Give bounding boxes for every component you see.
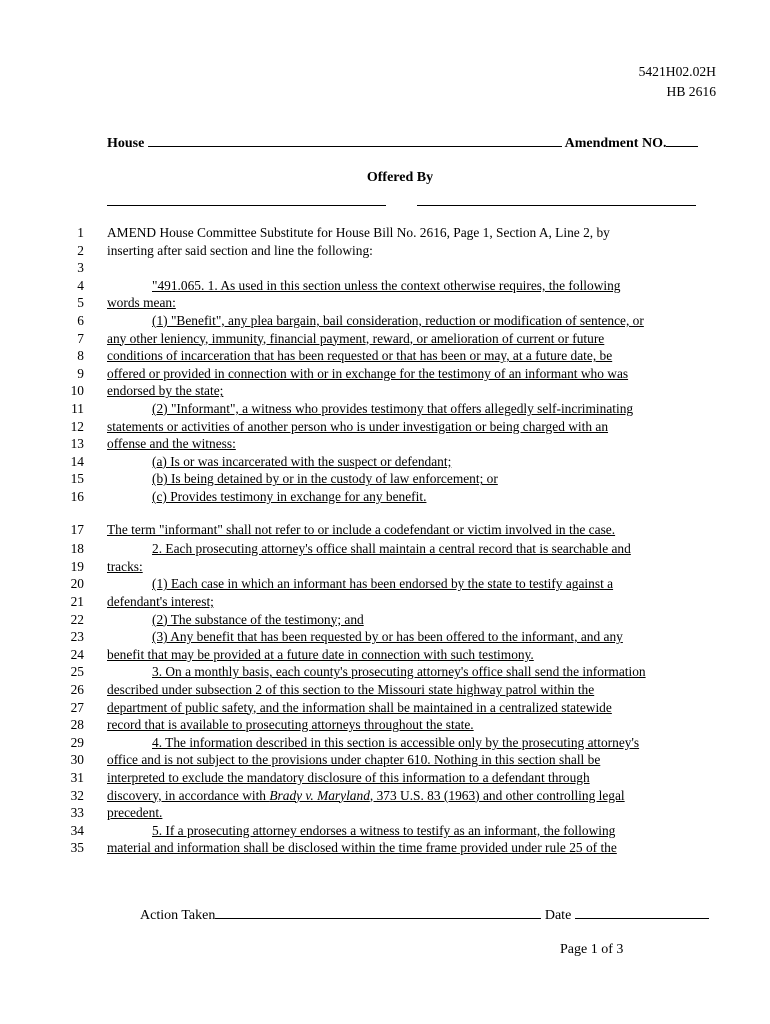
text-line <box>0 312 770 330</box>
line-number: 13 <box>70 436 84 452</box>
text-line <box>0 769 770 787</box>
amendment-number-label: Amendment NO. <box>564 136 667 151</box>
line-text: The term "informant" shall not refer to or include a codefendant or victim involved in the case. <box>107 521 616 537</box>
text-line <box>0 646 770 664</box>
amendment-number-blank <box>666 134 698 147</box>
line-text: tracks: <box>107 558 143 574</box>
date-label: Date <box>544 908 572 923</box>
line-text <box>107 787 625 805</box>
line-number: 11 <box>71 401 84 416</box>
line-text: 4. The information described in this section is accessible only by the prosecuting attorney's <box>152 734 640 750</box>
line-text: endorsed by the state; <box>107 383 224 399</box>
line-text: (2) "Informant", a witness who provides testimony that offers allegedly self-incriminating <box>152 401 634 416</box>
offered-by-signature-line-right <box>417 205 696 206</box>
line-number: 3 <box>77 260 84 276</box>
text-line <box>0 347 770 365</box>
text-line <box>0 575 770 593</box>
line-text-part: discovery, in accordance with <box>107 787 270 803</box>
line-number: 34 <box>70 822 84 838</box>
line-number: 30 <box>70 752 84 768</box>
line-number: 9 <box>77 365 84 381</box>
line-number: 21 <box>70 594 84 609</box>
text-line <box>0 751 770 769</box>
line-number: 15 <box>70 471 84 487</box>
line-text: department of public safety, and the information shall be maintained in a centralized statewide <box>107 699 612 715</box>
line-text-part: , 373 U.S. 83 (1963) and other controlling legal <box>369 787 625 803</box>
line-number: 16 <box>70 489 84 504</box>
house-label: House <box>107 136 145 151</box>
line-number: 4 <box>77 277 84 293</box>
line-number: 26 <box>70 682 84 697</box>
line-text: AMEND House Committee Substitute for House Bill No. 2616, Page 1, Section A, Line 2, by <box>107 225 610 240</box>
action-taken-label: Action Taken <box>140 908 216 923</box>
text-line <box>0 488 770 506</box>
line-text: (2) The substance of the testimony; and <box>152 611 364 627</box>
text-line <box>0 400 770 418</box>
date-blank <box>575 906 709 919</box>
line-text: inserting after said section and line the following: <box>107 242 373 258</box>
offered-by-signature-line-left <box>107 205 386 206</box>
line-text: record that is available to prosecuting attorneys throughout the state. <box>107 717 474 733</box>
amendment-title-row <box>107 134 698 152</box>
line-number: 31 <box>70 770 84 785</box>
text-line <box>0 453 770 471</box>
text-line <box>0 804 770 822</box>
line-text: conditions of incarceration that has been requested or that has been or may, at a future date, be <box>107 348 613 364</box>
line-text: any other leniency, immunity, financial payment, reward, or amelioration of current or future <box>107 330 605 346</box>
text-line <box>0 699 770 717</box>
text-line <box>0 330 770 348</box>
line-text: interpreted to exclude the mandatory disclosure of this information to a defendant through <box>107 770 590 785</box>
line-text: statements or activities of another person who is under investigation or being charged with an <box>107 418 609 434</box>
line-number: 19 <box>70 558 84 574</box>
action-taken-row <box>140 906 709 924</box>
line-text: benefit that may be provided at a future date in connection with such testimony. <box>107 646 534 662</box>
line-text: office and is not subject to the provisions under chapter 610. Nothing in this section shall be <box>107 752 601 768</box>
text-line <box>0 521 770 539</box>
text-line <box>0 294 770 312</box>
text-line <box>0 787 770 805</box>
text-line <box>0 470 770 488</box>
text-line <box>0 540 770 558</box>
line-number: 28 <box>70 717 84 733</box>
text-line <box>0 365 770 383</box>
line-text: offered or provided in connection with or in exchange for the testimony of an informant who was <box>107 365 629 381</box>
line-text: (a) Is or was incarcerated with the suspect or defendant; <box>152 453 452 469</box>
text-line <box>0 382 770 400</box>
line-number: 18 <box>70 541 84 557</box>
line-text: material and information shall be disclosed within the time frame provided under rule 25 of the <box>107 840 617 856</box>
line-number: 7 <box>77 330 84 346</box>
line-number: 29 <box>70 734 84 750</box>
text-line <box>0 611 770 629</box>
line-text: (3) Any benefit that has been requested by or has been offered to the informant, and any <box>152 629 623 645</box>
text-line <box>0 734 770 752</box>
case-citation: Brady v. Maryland <box>269 787 370 803</box>
offered-by-label: Offered By <box>366 170 434 185</box>
line-number: 6 <box>77 313 84 328</box>
line-text: defendant's interest; <box>107 594 214 609</box>
house-blank-line <box>148 134 562 147</box>
line-text: precedent. <box>107 805 163 821</box>
line-text: 3. On a monthly basis, each county's prosecuting attorney's office shall send the information <box>152 664 646 680</box>
line-number: 27 <box>70 699 84 715</box>
text-line <box>0 224 770 242</box>
line-number: 35 <box>70 840 84 856</box>
line-number: 10 <box>70 383 84 399</box>
text-line <box>0 242 770 260</box>
line-text: 5. If a prosecuting attorney endorses a witness to testify as an informant, the following <box>152 822 616 838</box>
text-line <box>0 628 770 646</box>
line-text: (1) Each case in which an informant has been endorsed by the state to testify against a <box>152 576 614 592</box>
line-text: words mean: <box>107 295 176 311</box>
line-text: (1) "Benefit", any plea bargain, bail consideration, reduction or modification of sentence, or <box>152 313 644 328</box>
line-number: 24 <box>70 646 84 662</box>
line-number: 20 <box>70 576 84 592</box>
line-number: 5 <box>77 295 84 311</box>
line-number: 17 <box>70 521 84 537</box>
line-number: 33 <box>70 805 84 821</box>
text-line <box>0 716 770 734</box>
text-line <box>0 558 770 576</box>
line-number: 32 <box>70 787 84 803</box>
line-text: (c) Provides testimony in exchange for any benefit. <box>152 489 427 504</box>
text-line <box>0 822 770 840</box>
line-text: described under subsection 2 of this section to the Missouri state highway patrol within the <box>107 682 595 697</box>
line-number: 25 <box>70 664 84 680</box>
text-line <box>0 435 770 453</box>
line-number: 14 <box>70 453 84 469</box>
line-text: "491.065. 1. As used in this section unless the context otherwise requires, the following <box>152 277 621 293</box>
text-line <box>0 418 770 436</box>
line-number: 2 <box>77 242 84 258</box>
line-number: 8 <box>77 348 84 364</box>
text-line <box>0 593 770 611</box>
line-text: (b) Is being detained by or in the custody of law enforcement; or <box>152 471 498 487</box>
text-line <box>0 681 770 699</box>
action-taken-blank <box>215 906 541 919</box>
document-code: 5421H02.02H <box>638 64 716 79</box>
text-line <box>0 839 770 857</box>
text-line <box>0 259 770 277</box>
text-line <box>0 277 770 295</box>
bill-number: HB 2616 <box>666 84 716 99</box>
line-number: 23 <box>70 629 84 645</box>
line-number: 12 <box>70 418 84 434</box>
line-text: 2. Each prosecuting attorney's office shall maintain a central record that is searchable and <box>152 541 631 557</box>
line-number: 1 <box>77 225 84 240</box>
line-text: offense and the witness: <box>107 436 236 452</box>
text-line <box>0 663 770 681</box>
line-number: 22 <box>70 611 84 627</box>
page-number: Page 1 of 3 <box>560 942 624 957</box>
